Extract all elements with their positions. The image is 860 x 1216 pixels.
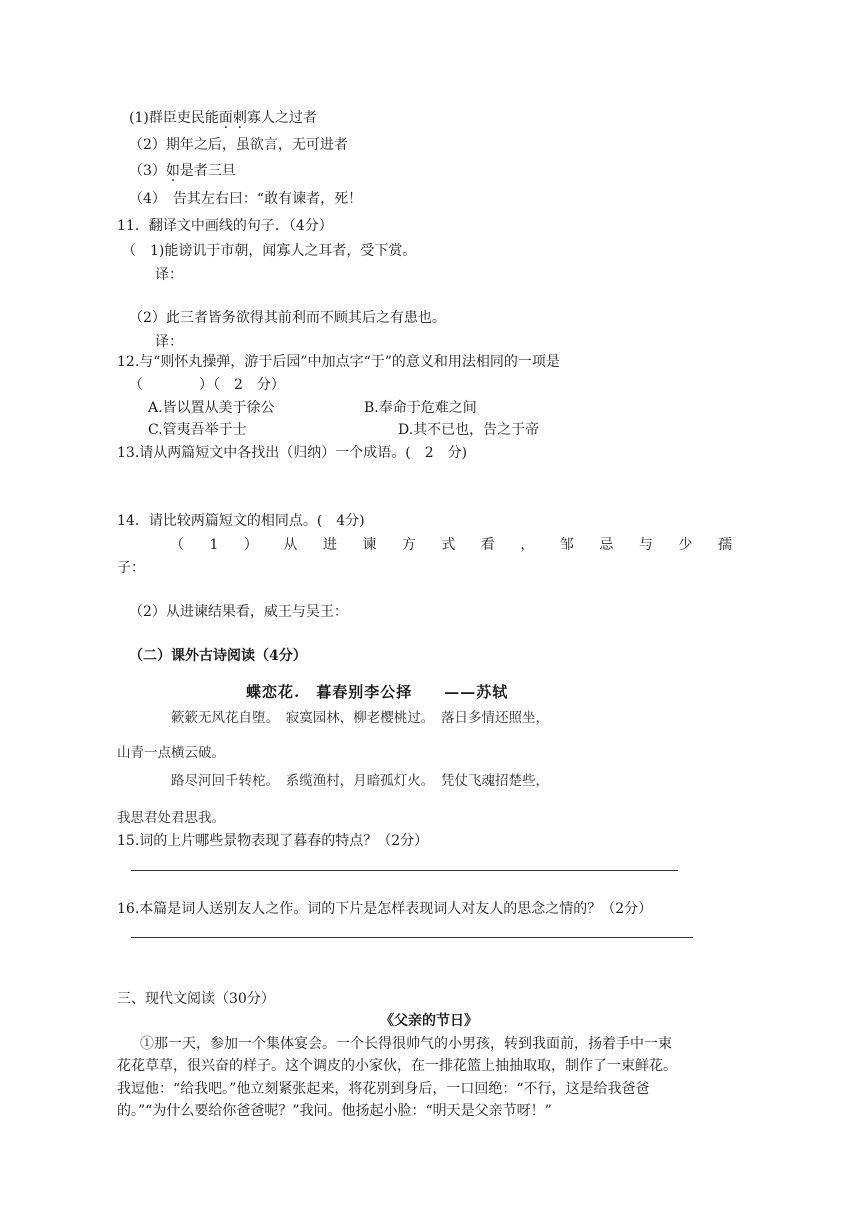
dotted-char-ru: 如 bbox=[165, 163, 180, 179]
q10-item-1-post: 寡人之过者 bbox=[246, 110, 317, 126]
q14-sentence-1-end: 子： bbox=[117, 560, 145, 576]
q14-token: 1 bbox=[209, 537, 219, 553]
article-para-1-line-4: 的。”“为什么要给你爸爸呢？”我问。他扬起小脸：“明天是父亲节呀！” bbox=[117, 1103, 552, 1119]
poem-line-1b: 山青一点横云破。 bbox=[117, 745, 225, 761]
poem-title: 蝶恋花. 暮春别李公择 ——苏轼 bbox=[246, 683, 509, 701]
q10-item-1 bbox=[129, 109, 317, 127]
q14-token: 与 bbox=[638, 537, 653, 553]
q16-answer-line bbox=[131, 937, 693, 938]
q14-token: 谏 bbox=[362, 537, 377, 553]
q16-title: 16.本篇是词人送别友人之作。词的下片是怎样表现词人对友人的思念之情的？（2分） bbox=[117, 901, 653, 917]
q10-item-2: （2）期年之后，虽欲言，无可进者 bbox=[129, 137, 348, 153]
q13-title: 13.请从两篇短文中各找出（归纳）一个成语。( 2 分) bbox=[117, 445, 468, 461]
section3-heading: 三、现代文阅读（30分） bbox=[117, 991, 275, 1007]
q14-token: （ bbox=[170, 537, 184, 553]
q10-item-4: （4） 告其左右曰：“敢有谏者，死！ bbox=[129, 191, 363, 207]
q11-sentence-1: （ 1)能谤讥于市朝，闻寡人之耳者，受下赏。 bbox=[122, 243, 417, 259]
q14-token: 邹 bbox=[559, 537, 574, 553]
q11-title: 11．翻译文中画线的句子．（4分） bbox=[117, 218, 333, 234]
q12-option-c: C.管夷吾举于士 bbox=[148, 422, 247, 438]
q15-answer-line bbox=[131, 870, 678, 871]
q12-option-a: A.皆以置从美于徐公 bbox=[148, 400, 275, 416]
article-para-1-line-1: ①那一天，参加一个集体宴会。一个长得很帅气的小男孩，转到我面前，扬着手中一束 bbox=[140, 1036, 672, 1052]
q14-sentence-2: （2）从进谏结果看，威王与吴王： bbox=[129, 604, 348, 620]
q14-token: 少 bbox=[678, 537, 693, 553]
q12-option-b: B.奉命于危难之间 bbox=[364, 400, 477, 416]
q14-title: 14．请比较两篇短文的相同点。( 4分) bbox=[117, 513, 365, 529]
article-title: 《父亲的节日》 bbox=[380, 1013, 478, 1029]
q11-translate-label-2: 译： bbox=[155, 334, 183, 350]
q14-token: 忌 bbox=[599, 537, 614, 553]
article-para-1-line-2: 花花草草，很兴奋的样子。这个调皮的小家伙，在一排花篮上抽抽取取，制作了一束鲜花。 bbox=[117, 1058, 677, 1074]
q14-token: 式 bbox=[441, 537, 456, 553]
poem-line-2a: 路尽河回千转柁。 系缆渔村，月暗孤灯火。 凭仗飞魂招楚些， bbox=[171, 773, 549, 789]
article-para-1-line-3: 我逗他：“给我吧。”他立刻紧张起来，将花别到身后，一口回绝：“不行，这是给我爸爸 bbox=[117, 1081, 650, 1097]
dotted-char-mian: 面 bbox=[218, 110, 233, 126]
q10-item-3 bbox=[129, 162, 236, 180]
q14-sentence-1 bbox=[170, 536, 732, 554]
q10-item-1-pre: (1)群臣吏民能 bbox=[129, 110, 219, 126]
q12-option-d: D.其不已也，告之于帝 bbox=[398, 422, 540, 438]
q10-item-3-post: 是者三旦 bbox=[179, 163, 236, 179]
q10-item-3-pre: （3） bbox=[129, 163, 166, 179]
section2-heading: （二）课外古诗阅读（4分） bbox=[129, 648, 307, 664]
poem-line-1a: 簌簌无风花自堕。 寂寞园林，柳老樱桃过。 落日多情还照坐， bbox=[171, 710, 549, 726]
q15-title: 15.词的上片哪些景物表现了暮春的特点？（2分） bbox=[117, 833, 429, 849]
q14-token: ， bbox=[520, 537, 535, 553]
q14-token: ） bbox=[243, 537, 258, 553]
q12-bracket: （ ）（ 2 分） bbox=[129, 377, 285, 393]
q14-token: 孺 bbox=[717, 537, 732, 553]
q11-sentence-2: （2）此三者皆务欲得其前利而不顾其后之有患也。 bbox=[129, 310, 446, 326]
q14-token: 进 bbox=[322, 537, 337, 553]
q12-stem: 12.与“则怀丸操弹，游于后园”中加点字“于”的意义和用法相同的一项是 bbox=[117, 354, 560, 370]
q14-token: 看 bbox=[480, 537, 495, 553]
dotted-char-ci: 刺 bbox=[232, 110, 247, 126]
q11-translate-label-1: 译： bbox=[155, 267, 183, 283]
poem-line-2b: 我思君处君思我。 bbox=[117, 810, 225, 826]
q14-token: 方 bbox=[401, 537, 416, 553]
q14-token: 从 bbox=[283, 537, 298, 553]
